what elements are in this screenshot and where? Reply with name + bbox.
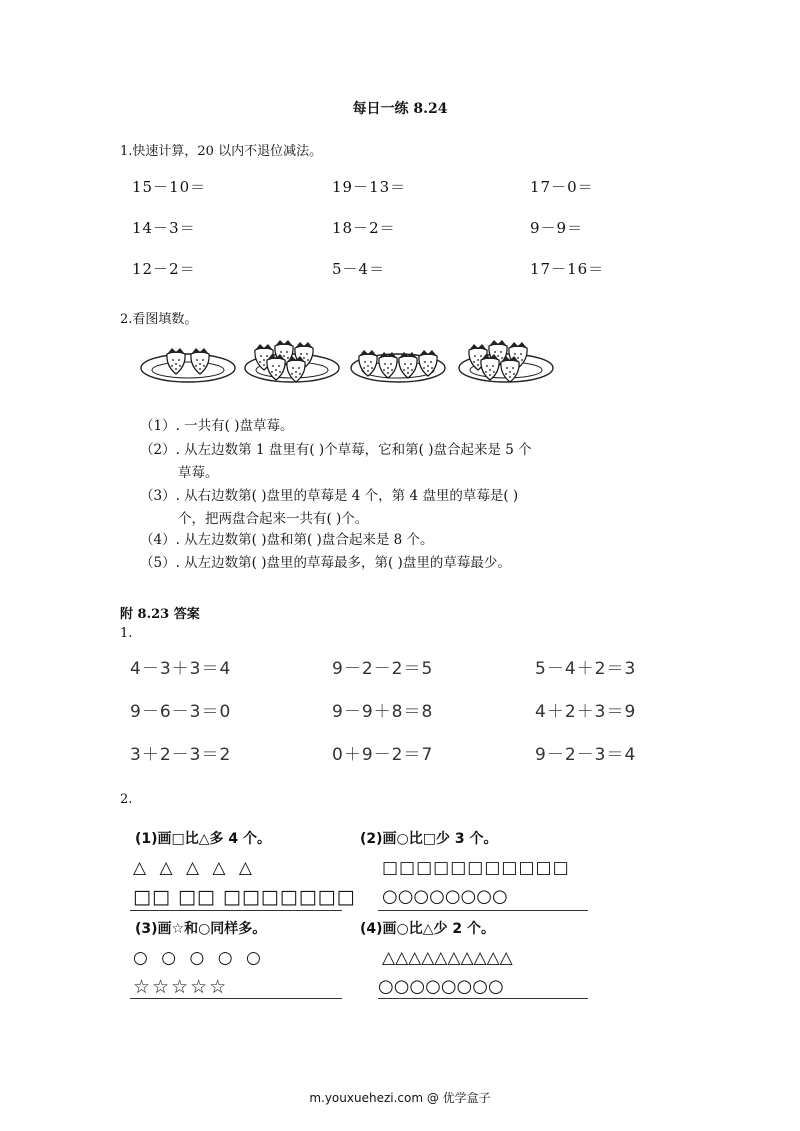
- panel-3-title: (3)画☆和○同样多。: [135, 921, 267, 937]
- plate: [245, 340, 339, 382]
- q1-eq: 9－9＝: [530, 219, 584, 237]
- q2-item-2: （2）. 从左边数第 1 盘里有( )个草莓，它和第( )盘合起来是 5 个: [140, 442, 532, 458]
- panel-2-title: (2)画○比□少 3 个。: [360, 831, 498, 847]
- q2-item-2-cont: 草莓。: [178, 465, 219, 481]
- answer-eq: 3＋2－3＝2: [130, 745, 232, 765]
- plate: [459, 340, 553, 382]
- q1-eq: 17－16＝: [530, 260, 605, 278]
- panel-1-title: (1)画□比△多 4 个。: [135, 831, 272, 847]
- answer-eq: 0＋9－2＝7: [332, 745, 434, 765]
- q2-item-1: （1）. 一共有( )盘草莓。: [140, 418, 294, 434]
- panel-1-squares: □□ □□ □□□□□□□: [133, 886, 356, 908]
- q1-eq: 18－2＝: [332, 219, 396, 237]
- answers-part-1-label: 1.: [120, 626, 133, 641]
- plate: [141, 348, 235, 382]
- question-1-label: 1.快速计算，20 以内不退位减法。: [120, 144, 323, 159]
- plate: [351, 350, 445, 382]
- answer-eq: 4＋2＋3＝9: [535, 702, 637, 722]
- answer-eq: 4－3＋3＝4: [130, 659, 232, 679]
- answer-eq: 9－6－3＝0: [130, 702, 232, 722]
- answer-eq: 9－2－3＝4: [535, 745, 637, 765]
- q2-item-4: （4）. 从左边数第( )盘和第( )盘合起来是 8 个。: [140, 532, 434, 548]
- q2-item-3-cont: 个，把两盘合起来一共有( )个。: [178, 511, 369, 527]
- q1-eq: 12－2＝: [132, 260, 196, 278]
- q1-eq: 15－10＝: [132, 178, 207, 196]
- question-2-label: 2.看图填数。: [120, 312, 198, 327]
- answer-eq: 5－4＋2＝3: [535, 659, 637, 679]
- footer-watermark: m.youxuehezi.com @ 优学盒子: [309, 1091, 491, 1105]
- q1-eq: 17－0＝: [530, 178, 594, 196]
- panel-3-circles: ○ ○ ○ ○ ○: [133, 948, 265, 968]
- page-title: 每日一练 8.24: [352, 101, 448, 117]
- q2-item-3: （3）. 从右边数第( )盘里的草莓是 4 个，第 4 盘里的草莓是( ): [140, 488, 519, 504]
- panel-4-triangles: △△△△△△△△△△: [382, 948, 513, 968]
- panel-1-triangles: △ △ △ △ △: [133, 858, 256, 878]
- divider-line: [378, 910, 588, 911]
- answer-eq: 9－9＋8＝8: [332, 702, 434, 722]
- panel-4-circles: ○○○○○○○○: [378, 976, 504, 997]
- q1-eq: 14－3＝: [132, 219, 196, 237]
- strawberry-plates-figure: [140, 328, 590, 398]
- answers-title: 附 8.23 答案: [120, 607, 200, 622]
- panel-2-squares: □□□□□□□□□□□: [382, 858, 570, 878]
- divider-line: [130, 910, 342, 911]
- q2-item-5: （5）. 从左边数第( )盘里的草莓最多，第( )盘里的草莓最少。: [140, 555, 511, 571]
- panel-4-title: (4)画○比△少 2 个。: [360, 921, 496, 937]
- q1-eq: 5－4＝: [332, 260, 386, 278]
- panel-3-stars: ☆☆☆☆☆: [133, 976, 229, 998]
- answer-eq: 9－2－2＝5: [332, 659, 434, 679]
- panel-2-circles: ○○○○○○○○: [382, 886, 508, 907]
- divider-line: [130, 998, 342, 999]
- divider-line: [378, 998, 588, 999]
- q1-eq: 19－13＝: [332, 178, 407, 196]
- answers-part-2-label: 2.: [120, 792, 133, 807]
